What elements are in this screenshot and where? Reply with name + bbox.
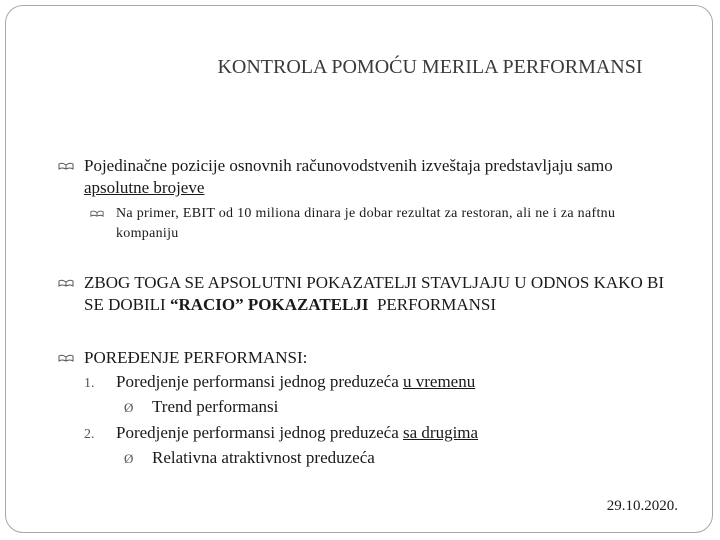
slide-title: KONTROLA POMOĆU MERILA PERFORMANSI — [217, 56, 643, 78]
item-text-underlined: sa drugima — [403, 423, 479, 442]
item-text-underlined: u vremenu — [403, 372, 476, 391]
numbered-item-2 — [84, 422, 478, 446]
bullet-text: POREĐENJE PERFORMANSI: — [84, 348, 308, 367]
item-text-lead: Poredjenje performansi jednog preduzeća — [116, 423, 403, 442]
item-text-lead: Poredjenje performansi jednog preduzeća — [116, 372, 403, 391]
bullet-text-tail: PERFORMANSI — [368, 295, 497, 314]
bullet-racio — [58, 272, 668, 316]
book-bullet-icon — [58, 279, 74, 287]
arrow-bullet-icon: Ø — [124, 400, 134, 415]
book-bullet-icon — [90, 210, 104, 217]
numbered-item-1 — [84, 371, 475, 395]
slide-date: 29.10.2020. — [606, 498, 678, 514]
sub-bullet-text: Na primer, EBIT od 10 miliona dinara je dobar rezultat za restoran, ali ne i za naftnu kompaniju — [116, 206, 616, 241]
bullet-absolute-numbers — [58, 155, 668, 199]
bullet-poredjenje — [58, 347, 668, 369]
arrow-item-text: Trend performansi — [152, 397, 279, 416]
bullet-text-lead: Pojedinačne pozicije osnovnih računovodstvenih izveštaja predstavljaju samo — [84, 156, 613, 175]
book-bullet-icon — [58, 354, 74, 362]
arrow-item-text: Relativna atraktivnost preduzeća — [152, 448, 375, 467]
item-number: 1. — [84, 376, 95, 391]
bullet-text — [84, 272, 668, 316]
bullet-text-lead: ZBOG TOGA SE APSOLUTNI POKAZATELJI STAVLJAJU U ODNOS KAKO BI SE DOBILI — [84, 273, 664, 314]
arrow-item-relativna — [124, 447, 375, 470]
bullet-text — [84, 155, 668, 199]
bullet-text-underlined: apsolutne brojeve — [84, 178, 205, 197]
bullet-text-bold: “RACIO” POKAZATELJI — [169, 295, 369, 314]
arrow-bullet-icon: Ø — [124, 451, 134, 466]
book-bullet-icon — [58, 162, 74, 170]
item-number: 2. — [84, 427, 95, 442]
arrow-item-trend — [124, 396, 278, 419]
sub-bullet-example — [90, 204, 670, 244]
